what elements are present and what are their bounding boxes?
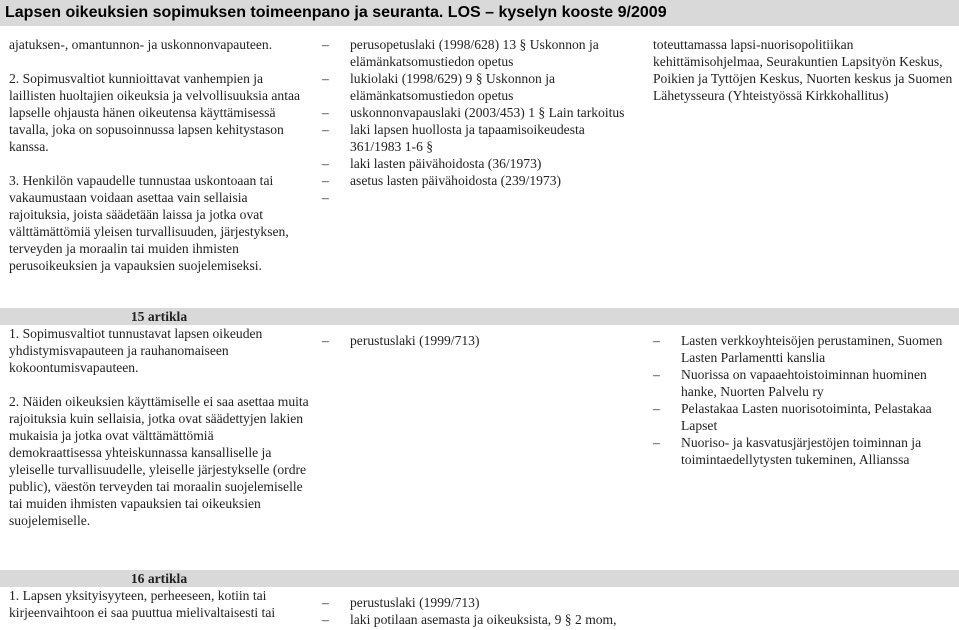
paragraph: 1. Lapsen yksityisyyteen, perheeseen, kotiin tai kirjeenvaihtoon ei saa puuttua mielivaltaisesti tai bbox=[9, 588, 276, 620]
list-item: – laki lapsen huollosta ja tapaamisoikeudesta 361/1983 1-6 § bbox=[322, 121, 632, 155]
top-col-legislation bbox=[322, 36, 632, 189]
list-item: – perustuslaki (1999/713) bbox=[322, 332, 632, 349]
header-title: Lapsen oikeuksien sopimuksen toimeenpano ja seuranta. LOS – kyselyn kooste 9/2009 bbox=[5, 4, 667, 21]
art15-col-measures bbox=[653, 332, 953, 468]
art15-col-legislation bbox=[322, 332, 632, 349]
top-col-measures bbox=[653, 36, 953, 104]
art15-col-convention-text bbox=[9, 308, 309, 529]
document-header bbox=[0, 0, 959, 26]
legislation-list bbox=[322, 594, 632, 628]
art16-col-legislation bbox=[322, 594, 632, 628]
top-col-convention-text bbox=[9, 36, 309, 274]
list-item: – Lasten verkkoyhteisöjen perustaminen, Suomen Lasten Parlamentti kanslia bbox=[653, 332, 953, 366]
legislation-list bbox=[322, 36, 632, 189]
list-item: – perusopetuslaki (1998/628) 13 § Uskonnon ja elämänkatsomustiedon opetus bbox=[322, 36, 632, 70]
list-item: – lukiolaki (1998/629) 9 § Uskonnon ja elämänkatsomustiedon opetus bbox=[322, 70, 632, 104]
paragraph: 1. Sopimusvaltiot tunnustavat lapsen oikeuden yhdistymisvapauteen ja rauhanomaiseen kokoontumisvapauteen. bbox=[9, 326, 263, 375]
paragraph: 2. Sopimusvaltiot kunnioittavat vanhempien ja laillisten huoltajien oikeuksia ja velvollisuuksia antaa lapselle ohjausta hänen oikeutensa käyttämisessä tavalla, joka on sopusoinnussa lapsen kehitystason kanssa. bbox=[9, 71, 301, 154]
list-item: – asetus lasten päivähoidosta (239/1973) bbox=[322, 172, 632, 189]
list-item: – Nuorissa on vapaaehtoistoiminnan huominen hanke, Nuorten Palvelu ry bbox=[653, 366, 953, 400]
list-item: – perustuslaki (1999/713) bbox=[322, 594, 632, 611]
art16-col-convention-text bbox=[9, 570, 309, 621]
measures-list bbox=[653, 332, 953, 468]
article-title: 15 artikla bbox=[130, 309, 188, 324]
paragraph: 3. Henkilön vapaudelle tunnustaa uskontoaan tai vakaumustaan voidaan asettaa vain sellaisia rajoituksia, joista säädetään laissa ja jotka ovat välttämättömiä yleisen turvallisuuden, järjestyksen, terveyden ja moraalin tai muiden ihmisten perusoikeuksien ja vapauksien suojelemiseksi. bbox=[9, 173, 289, 273]
list-item: – laki lasten päivähoidosta (36/1973) bbox=[322, 155, 632, 172]
legislation-list bbox=[322, 332, 632, 349]
list-item: – laki potilaan asemasta ja oikeuksista, 9 § 2 mom, bbox=[322, 611, 632, 628]
paragraph: toteuttamassa lapsi-nuorisopolitiikan kehittämisohjelmaa, Seurakuntien Lapsityön Keskus, Poikien ja Tyttöjen Keskus, Nuorten keskus ja Suomen Lähetysseura (Yhteistyössä Kirkkohallitus) bbox=[653, 37, 953, 103]
paragraph: ajatuksen-, omantunnon- ja uskonnonvapauteen. bbox=[9, 37, 273, 52]
paragraph: 2. Näiden oikeuksien käyttämiselle ei saa asettaa muita rajoituksia kuin sellaisia, jotka ovat säädettyjen lakien mukaisia ja jotka ovat välttämättömiä demokraattisessa yhteiskunnassa kansalliselle ja yleiselle turvallisuudelle, yleiselle järjestykselle (ordre public), väestön terveyden tai moraalin suojelemiselle tai muiden ihmisten vapauksien tai oikeuksien suojelemiselle. bbox=[9, 394, 309, 528]
list-item: – Pelastakaa Lasten nuorisotoiminta, Pelastakaa Lapset bbox=[653, 400, 953, 434]
article-title: 16 artikla bbox=[130, 571, 188, 586]
list-item: – uskonnonvapauslaki (2003/453) 1 § Lain tarkoitus bbox=[322, 104, 632, 121]
list-item: – Nuoriso- ja kasvatusjärjestöjen toiminnan ja toimintaedellytysten tukeminen, Allianssa bbox=[653, 434, 953, 468]
